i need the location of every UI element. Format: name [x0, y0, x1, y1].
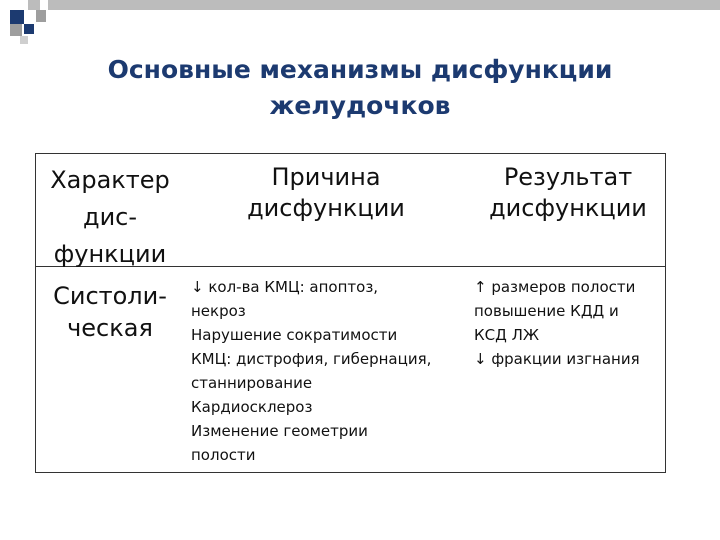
cause-line: станнирование: [191, 374, 313, 392]
cause-line: Нарушение сократимости: [191, 326, 398, 344]
result-line: КСД ЛЖ: [474, 326, 540, 344]
result-line: повышение КДД и: [474, 302, 619, 320]
cause-line: Изменение геометрии: [191, 422, 368, 440]
header-result: [468, 162, 668, 224]
dysfunction-table: [35, 153, 666, 473]
row-causes: [191, 275, 431, 467]
cause-line: некроз: [191, 302, 246, 320]
cause-line: КМЦ: дистрофия, гибернация,: [191, 350, 432, 368]
result-line: ↓ фракции изгнания: [474, 350, 640, 368]
page-title: [40, 52, 680, 124]
cause-line: полости: [191, 446, 256, 464]
row-type-line-2: ческая: [67, 314, 153, 342]
header-result-line-1: Результат: [503, 163, 633, 191]
title-line-1: Основные механизмы дисфункции: [107, 55, 613, 84]
header-cause-line-2: дисфункции: [247, 194, 405, 222]
header-character-line-1: Характер: [50, 166, 170, 194]
header-result-line-2: дисфункции: [489, 194, 647, 222]
header-character-line-3: функции: [53, 240, 167, 268]
row-type-systolic: [40, 280, 180, 344]
cause-line: Кардиосклероз: [191, 398, 313, 416]
cause-line: ↓ кол-ва КМЦ: апоптоз,: [191, 278, 379, 296]
decorative-squares: [0, 0, 720, 50]
row-type-line-1: Систоли-: [53, 282, 167, 310]
header-cause-line-1: Причина: [271, 163, 381, 191]
header-character-line-2: дис-: [82, 203, 138, 231]
result-line: ↑ размеров полости: [474, 278, 636, 296]
header-character: [40, 162, 180, 273]
title-line-2: желудочков: [269, 91, 451, 120]
header-cause: [216, 162, 436, 224]
row-results: [474, 275, 640, 371]
